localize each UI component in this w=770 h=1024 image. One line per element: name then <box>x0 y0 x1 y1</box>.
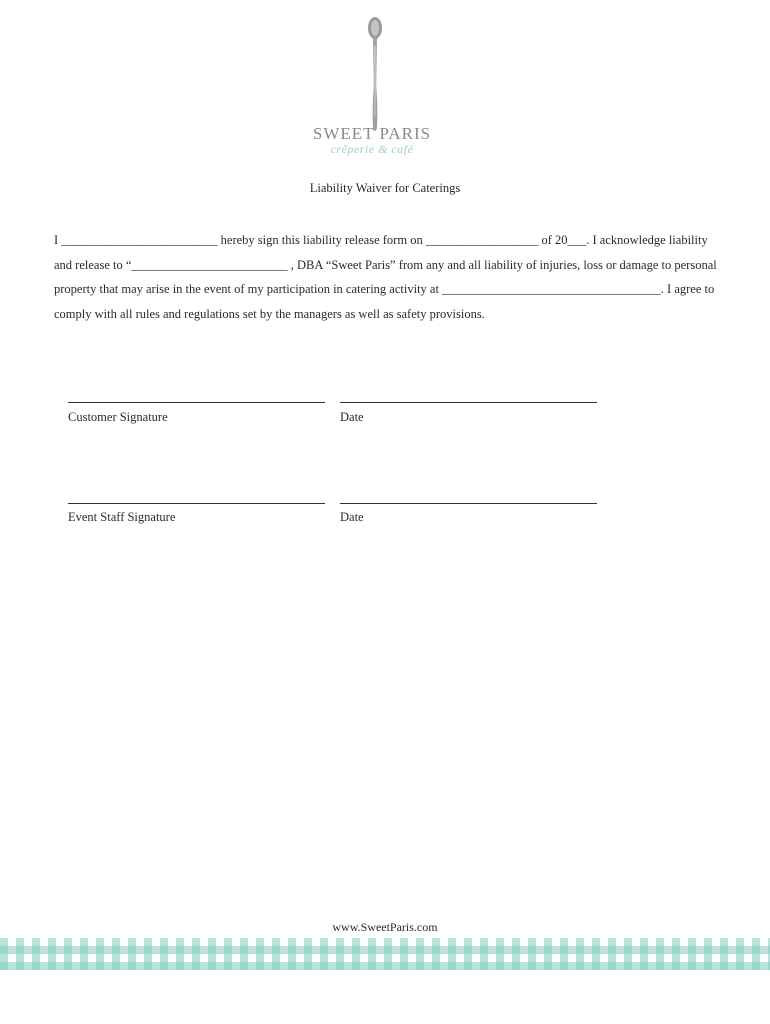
gingham-border <box>0 938 770 970</box>
customer-signature-label: Customer Signature <box>68 410 168 424</box>
waiver-paragraph: I _________________________ hereby sign this liability release form on __________________ of 20___. I acknowledge liability and release to “_________________________ , DBA “Sweet Paris” from any and all liability of injuries, loss or damage to personal property that may arise in the event of my participation in catering activity at ___________________________________. I agree to comply with all rules and regulations set by the managers as well as safety provisions. <box>54 233 717 321</box>
staff-signature-label: Event Staff Signature <box>68 510 176 524</box>
logo-tagline: crêperie & café <box>330 142 414 156</box>
sweet-paris-logo <box>300 14 450 164</box>
spoon-icon <box>360 16 390 136</box>
customer-date-line <box>340 402 597 403</box>
staff-signature-line <box>68 503 325 504</box>
customer-signature-line <box>68 402 325 403</box>
footer-website: www.SweetParis.com <box>332 920 438 934</box>
logo-brand-name: SWEET PARIS <box>312 124 432 143</box>
customer-date-label: Date <box>340 410 364 424</box>
document-title: Liability Waiver for Caterings <box>309 181 461 195</box>
staff-date-line <box>340 503 597 504</box>
staff-date-label: Date <box>340 510 364 524</box>
